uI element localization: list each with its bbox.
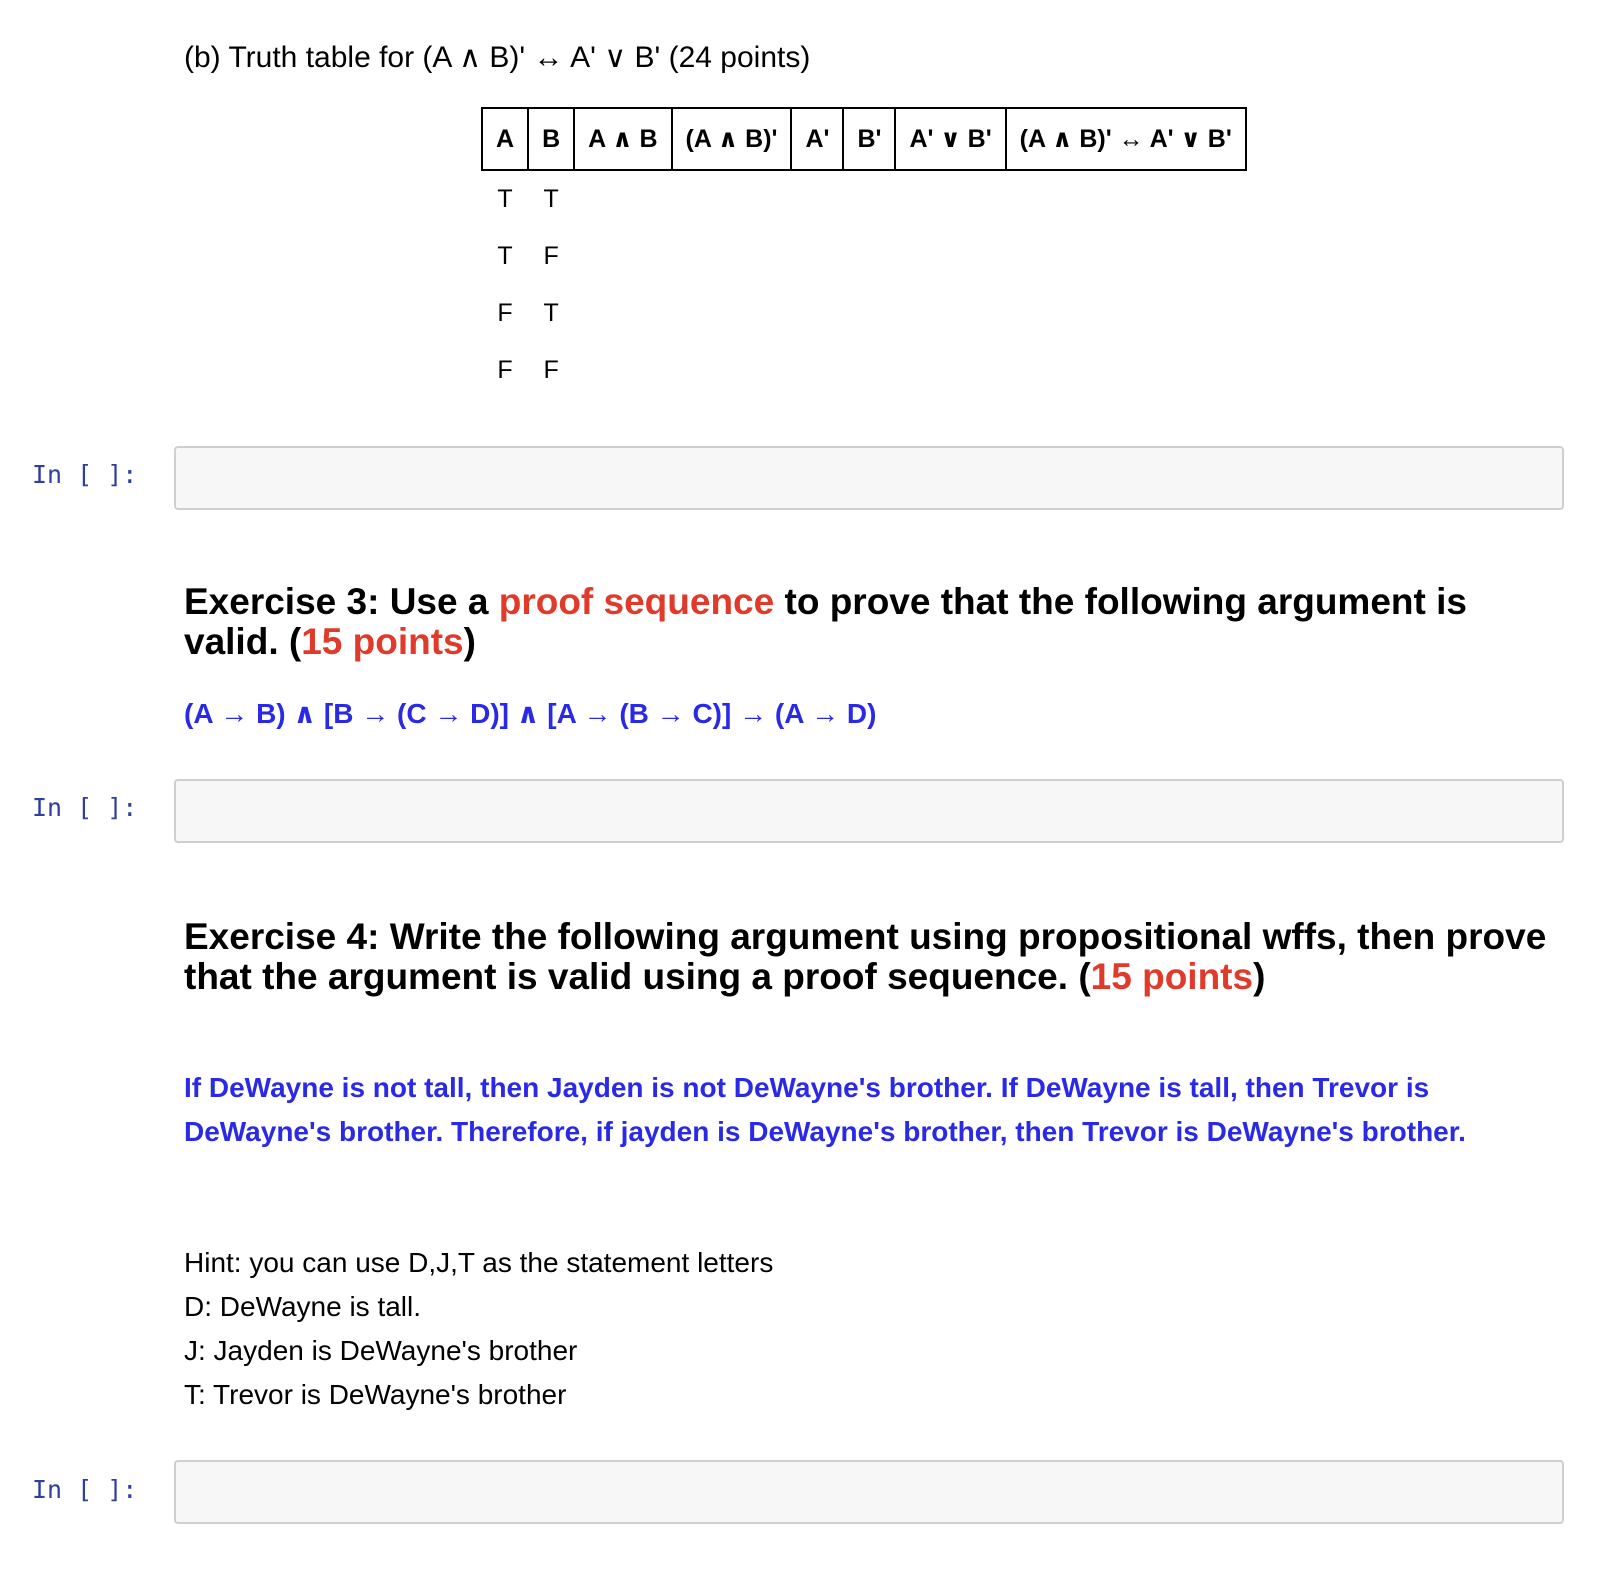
definition-t: T: Trevor is DeWayne's brother <box>184 1379 567 1410</box>
cell-b: T <box>543 299 559 327</box>
code-cell-input-1[interactable] <box>174 446 1564 510</box>
table-row <box>482 228 1246 285</box>
exercise-3-formula: (A → B) ∧ [B → (C → D)] ∧ [A → (B → C)] → (A → D) <box>184 698 877 729</box>
col-header-not-a-and-b: (A ∧ B)' <box>672 108 792 170</box>
cell-b: T <box>543 185 559 213</box>
col-header-not-a-or-not-b: A' ∨ B' <box>895 108 1005 170</box>
definition-j: J: Jayden is DeWayne's brother <box>184 1335 578 1366</box>
cell-b: F <box>543 356 559 384</box>
table-row <box>482 285 1246 342</box>
cell-a: T <box>497 185 513 213</box>
cell-b: F <box>543 242 559 270</box>
col-header-a-and-b: A ∧ B <box>574 108 671 170</box>
exercise-3-heading: Exercise 3: Use a proof sequence to prove that the following argument is valid. (15 points) <box>184 581 1467 662</box>
truth-table <box>481 107 1247 399</box>
cell-a: F <box>497 356 513 384</box>
table-row <box>482 342 1246 399</box>
col-header-b: B <box>528 108 574 170</box>
part-b-heading: (b) Truth table for (A ∧ B)' ↔ A' ∨ B' (24 points) <box>184 41 811 74</box>
code-cell-input-3[interactable] <box>174 1460 1564 1524</box>
col-header-biconditional: (A ∧ B)' ↔ A' ∨ B' <box>1006 108 1246 170</box>
cell-a: F <box>497 299 513 327</box>
col-header-not-b: B' <box>843 108 895 170</box>
exercise-4-heading: Exercise 4: Write the following argument using propositional wffs, then prove that the argument is valid using a proof sequence. (15 points) <box>184 916 1547 997</box>
cell-a: T <box>497 242 513 270</box>
truth-table-header-row <box>482 108 1246 170</box>
cell-prompt-1: In [ ]: <box>32 460 138 489</box>
col-header-a: A <box>482 108 528 170</box>
proof-sequence-link[interactable]: proof sequence <box>498 581 775 622</box>
hint-text: Hint: you can use D,J,T as the statement letters <box>184 1247 774 1278</box>
cell-prompt-3: In [ ]: <box>32 1475 138 1504</box>
points-highlight: 15 points <box>301 621 464 662</box>
code-cell-input-2[interactable] <box>174 779 1564 843</box>
points-highlight: 15 points <box>1090 956 1254 997</box>
exercise-4-argument: If DeWayne is not tall, then Jayden is not DeWayne's brother. If DeWayne is tall, then Trevor is DeWayne's brother. Therefore, if jayden is DeWayne's brother, then Trevor is DeWayne's brother. <box>184 1072 1466 1147</box>
col-header-not-a: A' <box>791 108 843 170</box>
cell-prompt-2: In [ ]: <box>32 793 138 822</box>
table-row <box>482 170 1246 228</box>
definition-d: D: DeWayne is tall. <box>184 1291 422 1322</box>
